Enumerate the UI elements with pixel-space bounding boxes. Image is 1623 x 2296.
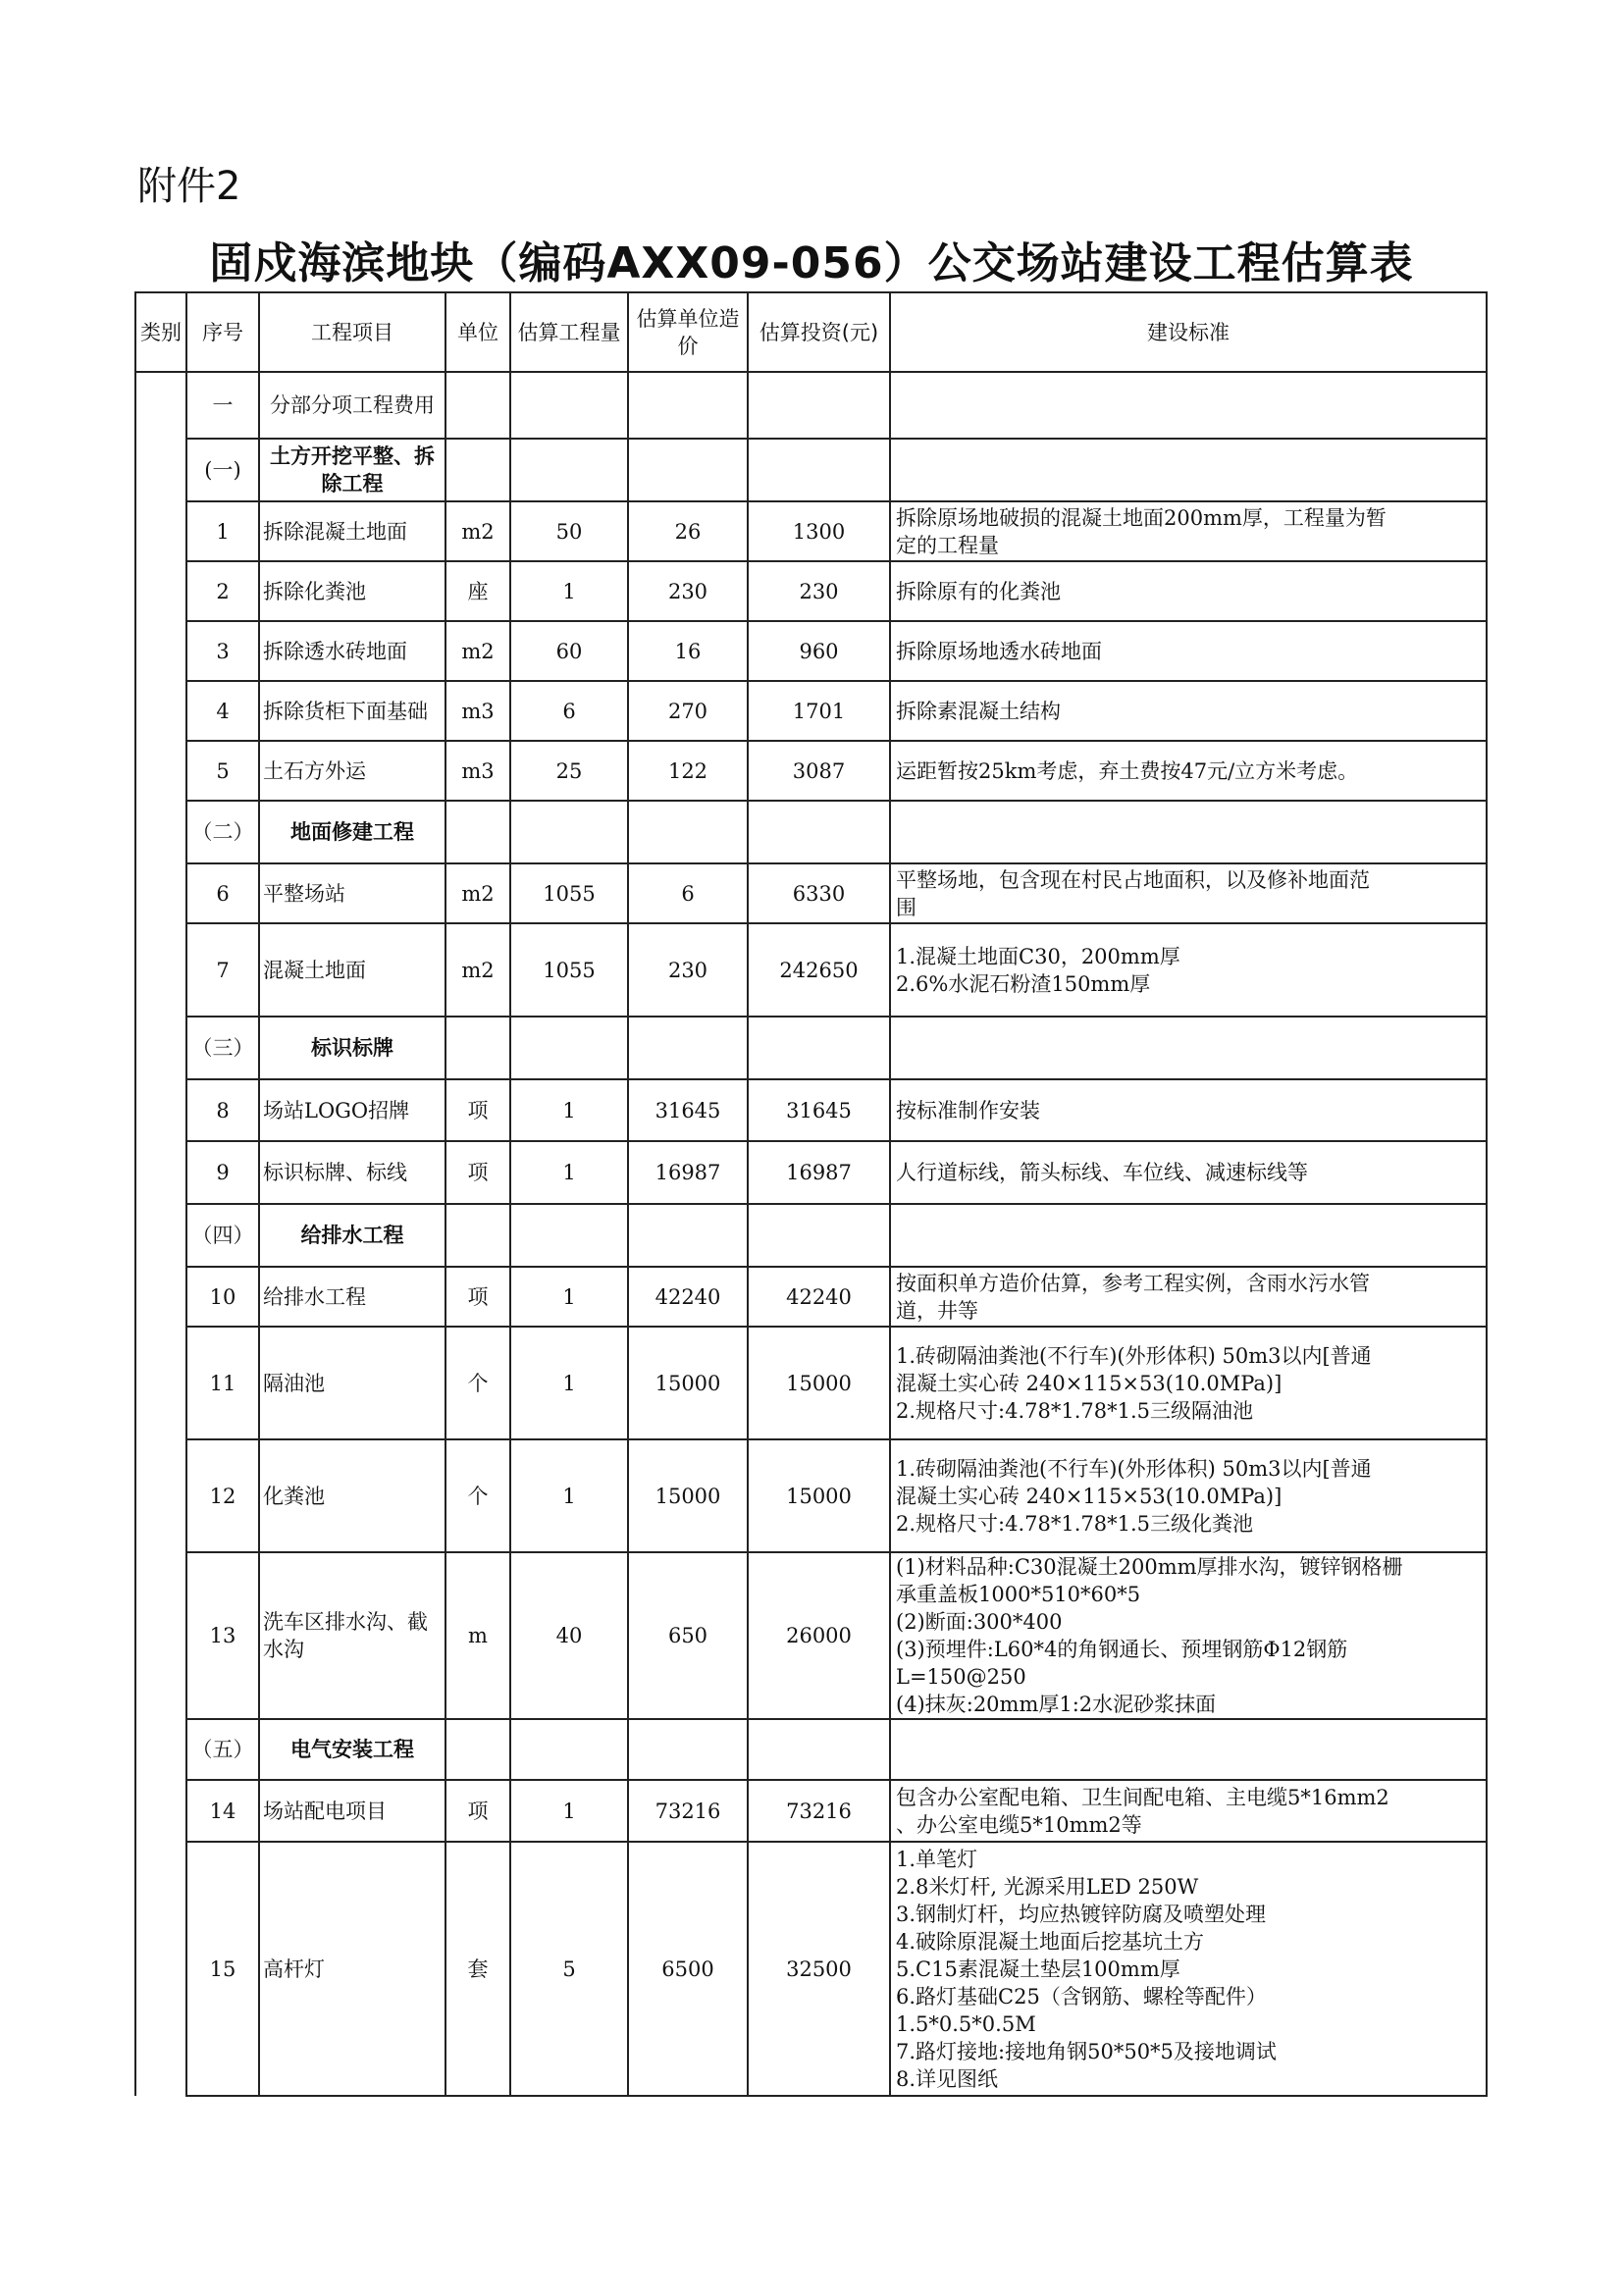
row-invest: 1701 xyxy=(748,681,890,741)
section-row xyxy=(135,801,1487,863)
empty-cell xyxy=(445,439,510,501)
row-unit-price: 6500 xyxy=(628,1842,748,2096)
row-item-name: 高杆灯 xyxy=(259,1842,445,2096)
row-invest: 960 xyxy=(748,621,890,681)
standard-line: 包含办公室配电箱、卫生间配电箱、主电缆5*16mm2 xyxy=(896,1785,1389,1809)
row-unit: m2 xyxy=(445,621,510,681)
row-seq: （四） xyxy=(186,1204,259,1267)
row-item-name: 平整场站 xyxy=(259,863,445,923)
row-item-name: 拆除化粪池 xyxy=(259,561,445,621)
row-unit-price: 42240 xyxy=(628,1267,748,1327)
row-unit: m xyxy=(445,1552,510,1719)
table-row xyxy=(135,1079,1487,1141)
empty-cell xyxy=(890,372,1487,439)
standard-line: 运距暂按25km考虑，弃土费按47元/立方米考虑。 xyxy=(896,758,1359,783)
empty-cell xyxy=(445,1017,510,1079)
standard-line: (1)材料品种:C30混凝土200mm厚排水沟，镀锌钢格栅 xyxy=(896,1555,1403,1579)
row-unit-price: 650 xyxy=(628,1552,748,1719)
row-qty: 1 xyxy=(510,561,628,621)
row-unit-price: 73216 xyxy=(628,1780,748,1842)
table-row xyxy=(135,681,1487,741)
header-category: 类别 xyxy=(135,292,186,372)
row-item-name: 洗车区排水沟、截水沟 xyxy=(259,1552,445,1719)
row-invest: 3087 xyxy=(748,741,890,801)
standard-line: 拆除原场地破损的混凝土地面200mm厚，工程量为暂 xyxy=(896,505,1387,530)
row-standard xyxy=(890,923,1487,1017)
row-standard xyxy=(890,741,1487,801)
row-seq: （五） xyxy=(186,1719,259,1780)
row-standard xyxy=(890,1552,1487,1719)
row-seq: 4 xyxy=(186,681,259,741)
section-row xyxy=(135,1204,1487,1267)
row-seq: 14 xyxy=(186,1780,259,1842)
standard-line: 按面积单方造价估算，参考工程实例，含雨水污水管 xyxy=(896,1271,1370,1295)
row-unit-price: 270 xyxy=(628,681,748,741)
empty-cell xyxy=(748,801,890,863)
empty-cell xyxy=(510,1017,628,1079)
empty-cell xyxy=(748,439,890,501)
row-invest: 15000 xyxy=(748,1327,890,1439)
row-unit: m3 xyxy=(445,741,510,801)
empty-cell xyxy=(628,372,748,439)
standard-line: 平整场地，包含现在村民占地面积，以及修补地面范 xyxy=(896,867,1370,892)
row-qty: 1 xyxy=(510,1327,628,1439)
empty-cell xyxy=(890,1719,1487,1780)
row-seq: 5 xyxy=(186,741,259,801)
attachment-label: 附件2 xyxy=(137,164,241,209)
standard-line: 1.单笔灯 xyxy=(896,1847,978,1871)
row-unit: 套 xyxy=(445,1842,510,2096)
standard-line: 4.破除原混凝土地面后挖基坑土方 xyxy=(896,1929,1205,1954)
row-seq: 8 xyxy=(186,1079,259,1141)
standard-line: 2.规格尺寸:4.78*1.78*1.5三级化粪池 xyxy=(896,1511,1254,1536)
row-seq: （三） xyxy=(186,1017,259,1079)
table-row xyxy=(135,1267,1487,1327)
standard-line: 定的工程量 xyxy=(896,533,999,557)
row-standard xyxy=(890,1842,1487,2096)
empty-cell xyxy=(445,1204,510,1267)
row-unit: m2 xyxy=(445,501,510,561)
standard-line: (3)预埋件:L60*4的角钢通长、预埋钢筋Φ12钢筋 xyxy=(896,1638,1348,1661)
standard-line: 8.详见图纸 xyxy=(896,2066,999,2091)
row-invest: 42240 xyxy=(748,1267,890,1327)
row-seq: 1 xyxy=(186,501,259,561)
header-seq: 序号 xyxy=(186,292,259,372)
row-item-name: 标识标牌、标线 xyxy=(259,1141,445,1204)
row-standard xyxy=(890,1327,1487,1439)
row-item-name: 拆除货柜下面基础 xyxy=(259,681,445,741)
standard-line: 、办公室电缆5*10mm2等 xyxy=(896,1812,1142,1837)
table-row xyxy=(135,1141,1487,1204)
row-qty: 1055 xyxy=(510,863,628,923)
row-item-name: 给排水工程 xyxy=(259,1267,445,1327)
row-qty: 1 xyxy=(510,1141,628,1204)
row-standard xyxy=(890,863,1487,923)
header-qty: 估算工程量 xyxy=(510,292,628,372)
standard-line: 1.混凝土地面C30，200mm厚 xyxy=(896,944,1180,968)
empty-cell xyxy=(510,801,628,863)
empty-cell xyxy=(628,1719,748,1780)
row-item-name: 场站配电项目 xyxy=(259,1780,445,1842)
row-unit-price: 230 xyxy=(628,923,748,1017)
empty-cell xyxy=(445,1719,510,1780)
row-qty: 50 xyxy=(510,501,628,561)
row-unit: 个 xyxy=(445,1327,510,1439)
row-qty: 40 xyxy=(510,1552,628,1719)
empty-cell xyxy=(890,801,1487,863)
standard-line: 1.5*0.5*0.5M xyxy=(896,2011,1036,2036)
section-row xyxy=(135,1719,1487,1780)
row-unit: 项 xyxy=(445,1267,510,1327)
row-seq: 12 xyxy=(186,1439,259,1552)
row-item-name: 混凝土地面 xyxy=(259,923,445,1017)
row-standard xyxy=(890,501,1487,561)
row-invest: 73216 xyxy=(748,1780,890,1842)
header-unit: 单位 xyxy=(445,292,510,372)
row-seq: 2 xyxy=(186,561,259,621)
empty-cell xyxy=(890,1204,1487,1267)
row-seq: 10 xyxy=(186,1267,259,1327)
row-unit-price: 15000 xyxy=(628,1439,748,1552)
empty-cell xyxy=(628,1017,748,1079)
standard-line: 1.砖砌隔油粪池(不行车)(外形体积) 50m3以内[普通 xyxy=(896,1456,1372,1481)
row-standard xyxy=(890,561,1487,621)
row-seq: 11 xyxy=(186,1327,259,1439)
row-unit-price: 6 xyxy=(628,863,748,923)
row-seq: 一 xyxy=(186,372,259,439)
row-seq: 6 xyxy=(186,863,259,923)
header-standard: 建设标准 xyxy=(890,292,1487,372)
row-qty: 5 xyxy=(510,1842,628,2096)
row-invest: 1300 xyxy=(748,501,890,561)
table-row xyxy=(135,621,1487,681)
empty-cell xyxy=(510,439,628,501)
row-item-name: 场站LOGO招牌 xyxy=(259,1079,445,1141)
empty-cell xyxy=(748,1017,890,1079)
section-name: 土方开挖平整、拆除工程 xyxy=(259,439,445,501)
standard-line: (2)断面:300*400 xyxy=(896,1610,1063,1634)
standard-line: 围 xyxy=(896,895,916,919)
empty-cell xyxy=(628,801,748,863)
row-unit: 项 xyxy=(445,1079,510,1141)
row-standard xyxy=(890,1780,1487,1842)
standard-line: 7.路灯接地:接地角钢50*50*5及接地调试 xyxy=(896,2039,1277,2063)
table-row xyxy=(135,1780,1487,1842)
empty-cell xyxy=(748,1719,890,1780)
standard-line: 人行道标线，箭头标线、车位线、减速标线等 xyxy=(896,1161,1308,1184)
header-invest: 估算投资(元) xyxy=(748,292,890,372)
row-invest: 15000 xyxy=(748,1439,890,1552)
row-invest: 31645 xyxy=(748,1079,890,1141)
standard-line: 承重盖板1000*510*60*5 xyxy=(896,1583,1141,1606)
table-row xyxy=(135,561,1487,621)
row-unit: m2 xyxy=(445,863,510,923)
standard-line: 按标准制作安装 xyxy=(896,1098,1040,1122)
standard-line: 拆除素混凝土结构 xyxy=(896,699,1061,723)
row-item-name: 拆除混凝土地面 xyxy=(259,501,445,561)
table-header-row xyxy=(135,292,1487,372)
header-unit-price: 估算单位造价 xyxy=(628,292,748,372)
row-seq: 15 xyxy=(186,1842,259,2096)
standard-line: 3.钢制灯杆，均应热镀锌防腐及喷塑处理 xyxy=(896,1902,1267,1926)
row-invest: 230 xyxy=(748,561,890,621)
row-item-name: 隔油池 xyxy=(259,1327,445,1439)
table-row xyxy=(135,923,1487,1017)
row-qty: 1 xyxy=(510,1780,628,1842)
row-invest: 32500 xyxy=(748,1842,890,2096)
row-seq: (一) xyxy=(186,439,259,501)
standard-line: L=150@250 xyxy=(896,1665,1026,1689)
empty-cell xyxy=(748,1204,890,1267)
section-row xyxy=(135,439,1487,501)
table-row xyxy=(135,1842,1487,2096)
row-unit-price: 16 xyxy=(628,621,748,681)
estimate-table xyxy=(134,291,1488,2097)
table-row xyxy=(135,1439,1487,1552)
row-seq: 3 xyxy=(186,621,259,681)
row-invest: 16987 xyxy=(748,1141,890,1204)
row-seq: 9 xyxy=(186,1141,259,1204)
section-row xyxy=(135,372,1487,439)
empty-cell xyxy=(890,1017,1487,1079)
standard-line: 道，井等 xyxy=(896,1298,978,1323)
row-qty: 6 xyxy=(510,681,628,741)
header-item: 工程项目 xyxy=(259,292,445,372)
standard-line: 混凝土实心砖 240×115×53(10.0MPa)] xyxy=(896,1371,1283,1395)
standard-line: 2.6%水泥石粉渣150mm厚 xyxy=(896,971,1151,996)
row-standard xyxy=(890,1079,1487,1141)
standard-line: 2.规格尺寸:4.78*1.78*1.5三级隔油池 xyxy=(896,1398,1254,1423)
standard-line: (4)抹灰:20mm厚1:2水泥砂浆抹面 xyxy=(896,1693,1217,1716)
row-unit: 个 xyxy=(445,1439,510,1552)
table-row xyxy=(135,741,1487,801)
standard-line: 拆除原场地透水砖地面 xyxy=(896,639,1102,663)
table-row xyxy=(135,1327,1487,1439)
row-qty: 1055 xyxy=(510,923,628,1017)
row-unit-price: 230 xyxy=(628,561,748,621)
table-row xyxy=(135,501,1487,561)
section-name: 标识标牌 xyxy=(259,1017,445,1079)
standard-line: 2.8米灯杆, 光源采用LED 250W xyxy=(896,1874,1199,1899)
section-name: 分部分项工程费用 xyxy=(259,372,445,439)
row-unit-price: 16987 xyxy=(628,1141,748,1204)
row-invest: 6330 xyxy=(748,863,890,923)
empty-cell xyxy=(628,1204,748,1267)
empty-cell xyxy=(445,801,510,863)
section-name: 地面修建工程 xyxy=(259,801,445,863)
category-cell xyxy=(135,372,186,2096)
row-standard xyxy=(890,1439,1487,1552)
row-unit: m2 xyxy=(445,923,510,1017)
standard-line: 1.砖砌隔油粪池(不行车)(外形体积) 50m3以内[普通 xyxy=(896,1343,1372,1368)
standard-line: 拆除原有的化粪池 xyxy=(896,579,1061,603)
empty-cell xyxy=(890,439,1487,501)
row-unit: m3 xyxy=(445,681,510,741)
row-standard xyxy=(890,1267,1487,1327)
empty-cell xyxy=(628,439,748,501)
row-unit-price: 31645 xyxy=(628,1079,748,1141)
row-standard xyxy=(890,621,1487,681)
section-row xyxy=(135,1017,1487,1079)
row-qty: 60 xyxy=(510,621,628,681)
row-qty: 1 xyxy=(510,1439,628,1552)
empty-cell xyxy=(748,372,890,439)
row-unit: 项 xyxy=(445,1780,510,1842)
row-unit-price: 122 xyxy=(628,741,748,801)
table-row xyxy=(135,1552,1487,1719)
row-unit: 项 xyxy=(445,1141,510,1204)
row-unit: 座 xyxy=(445,561,510,621)
row-item-name: 化粪池 xyxy=(259,1439,445,1552)
row-invest: 26000 xyxy=(748,1552,890,1719)
row-qty: 1 xyxy=(510,1267,628,1327)
row-unit-price: 26 xyxy=(628,501,748,561)
page-title: 固戍海滨地块（编码AXX09-056）公交场站建设工程估算表 xyxy=(209,238,1414,288)
section-name: 给排水工程 xyxy=(259,1204,445,1267)
standard-line: 6.路灯基础C25（含钢筋、螺栓等配件） xyxy=(896,1984,1267,2009)
section-name: 电气安装工程 xyxy=(259,1719,445,1780)
row-qty: 25 xyxy=(510,741,628,801)
row-item-name: 土石方外运 xyxy=(259,741,445,801)
standard-line: 5.C15素混凝土垫层100mm厚 xyxy=(896,1957,1180,1981)
empty-cell xyxy=(510,372,628,439)
table-row xyxy=(135,863,1487,923)
row-seq: （二） xyxy=(186,801,259,863)
row-invest: 242650 xyxy=(748,923,890,1017)
row-seq: 7 xyxy=(186,923,259,1017)
standard-line: 混凝土实心砖 240×115×53(10.0MPa)] xyxy=(896,1484,1283,1508)
row-seq: 13 xyxy=(186,1552,259,1719)
row-standard xyxy=(890,1141,1487,1204)
row-unit-price: 15000 xyxy=(628,1327,748,1439)
row-qty: 1 xyxy=(510,1079,628,1141)
empty-cell xyxy=(445,372,510,439)
empty-cell xyxy=(510,1204,628,1267)
row-item-name: 拆除透水砖地面 xyxy=(259,621,445,681)
row-standard xyxy=(890,681,1487,741)
empty-cell xyxy=(510,1719,628,1780)
